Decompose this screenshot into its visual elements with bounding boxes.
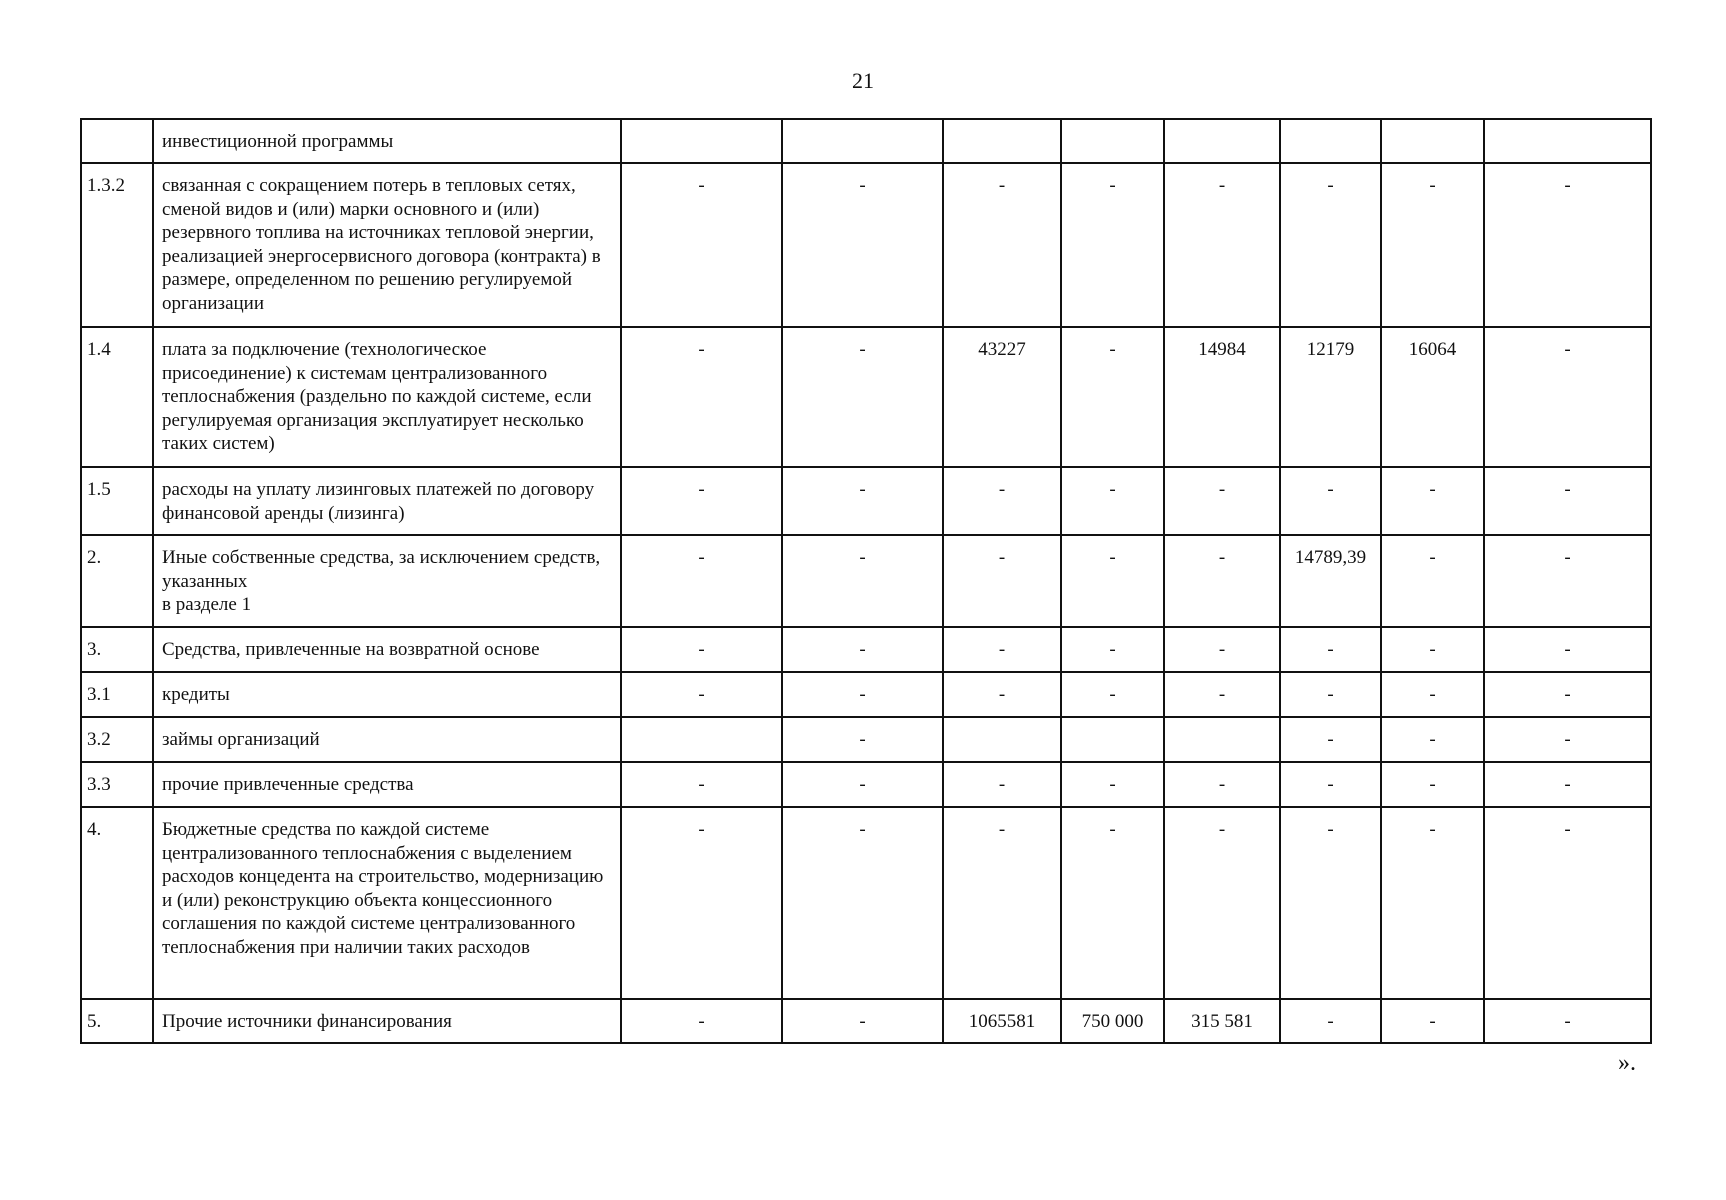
value-cell-3: - — [943, 163, 1061, 327]
row-number-cell: 1.5 — [81, 467, 153, 535]
value-cell-8: - — [1484, 672, 1651, 717]
row-name-cell: Иные собственные средства, за исключением средств, указанных в разделе 1 — [153, 535, 621, 627]
value-cell-2: - — [782, 717, 943, 762]
value-cell-1: - — [621, 467, 782, 535]
row-number-cell: 1.4 — [81, 327, 153, 467]
value-cell-3: - — [943, 627, 1061, 672]
value-cell-2: - — [782, 627, 943, 672]
value-cell-6: - — [1280, 762, 1381, 807]
value-cell-5 — [1164, 717, 1280, 762]
value-cell-1: - — [621, 327, 782, 467]
row-name-cell: Бюджетные средства по каждой системе централизованного теплоснабжения с выделением расходов концедента на строительство, модернизацию и (или) реконструкцию объекта концессионного соглашения по каждой системе централизованного теплоснабжения при наличии таких расходов — [153, 807, 621, 999]
value-cell-6: - — [1280, 672, 1381, 717]
value-cell-6: - — [1280, 467, 1381, 535]
value-cell-7: - — [1381, 163, 1484, 327]
value-cell-5: - — [1164, 807, 1280, 999]
value-cell-3: - — [943, 762, 1061, 807]
value-cell-5: - — [1164, 672, 1280, 717]
value-cell-6: - — [1280, 627, 1381, 672]
row-name-cell: Средства, привлеченные на возвратной основе — [153, 627, 621, 672]
table-row — [81, 163, 1651, 327]
value-cell-5: - — [1164, 627, 1280, 672]
row-number-cell — [81, 119, 153, 163]
value-cell-7: - — [1381, 627, 1484, 672]
value-cell-7: - — [1381, 535, 1484, 627]
value-cell-2: - — [782, 535, 943, 627]
value-cell-2: - — [782, 163, 943, 327]
value-cell-8: - — [1484, 467, 1651, 535]
value-cell-4: - — [1061, 327, 1164, 467]
row-name-cell: инвестиционной программы — [153, 119, 621, 163]
value-cell-1: - — [621, 999, 782, 1043]
row-number-cell: 2. — [81, 535, 153, 627]
value-cell-3 — [943, 119, 1061, 163]
value-cell-2: - — [782, 807, 943, 999]
table-row — [81, 717, 1651, 762]
value-cell-6: - — [1280, 999, 1381, 1043]
value-cell-4: - — [1061, 627, 1164, 672]
value-cell-5: - — [1164, 762, 1280, 807]
value-cell-5: - — [1164, 467, 1280, 535]
value-cell-6: 12179 — [1280, 327, 1381, 467]
table-row — [81, 762, 1651, 807]
value-cell-1: - — [621, 535, 782, 627]
row-name-cell: связанная с сокращением потерь в тепловых сетях, сменой видов и (или) марки основного и (или) резервного топлива на источниках тепловой энергии, реализацией энергосервисного договора (контракта) в размере, определенном по решению регулируемой организации — [153, 163, 621, 327]
value-cell-7: - — [1381, 717, 1484, 762]
value-cell-4 — [1061, 119, 1164, 163]
row-number-cell: 3.3 — [81, 762, 153, 807]
value-cell-4: - — [1061, 163, 1164, 327]
table-body — [81, 119, 1651, 1043]
value-cell-5: - — [1164, 535, 1280, 627]
row-name-cell: займы организаций — [153, 717, 621, 762]
value-cell-1 — [621, 119, 782, 163]
value-cell-3: 1065581 — [943, 999, 1061, 1043]
row-number-cell: 4. — [81, 807, 153, 999]
value-cell-5 — [1164, 119, 1280, 163]
value-cell-6: - — [1280, 717, 1381, 762]
row-name-cell: прочие привлеченные средства — [153, 762, 621, 807]
table-row — [81, 672, 1651, 717]
value-cell-1 — [621, 717, 782, 762]
row-name-cell: Прочие источники финансирования — [153, 999, 621, 1043]
value-cell-7: - — [1381, 807, 1484, 999]
table-row — [81, 999, 1651, 1043]
value-cell-2: - — [782, 762, 943, 807]
value-cell-2 — [782, 119, 943, 163]
value-cell-7: - — [1381, 672, 1484, 717]
row-name-cell: плата за подключение (технологическое присоединение) к системам централизованного теплоснабжения (раздельно по каждой системе, если регулируемая организация эксплуатирует несколько таких систем) — [153, 327, 621, 467]
page-number: 21 — [852, 68, 874, 93]
value-cell-6 — [1280, 119, 1381, 163]
value-cell-3: - — [943, 467, 1061, 535]
value-cell-4: - — [1061, 807, 1164, 999]
value-cell-4 — [1061, 717, 1164, 762]
closing-quote-mark: ». — [1618, 1050, 1636, 1076]
table-row — [81, 535, 1651, 627]
value-cell-8: - — [1484, 762, 1651, 807]
value-cell-8: - — [1484, 327, 1651, 467]
table-row — [81, 327, 1651, 467]
value-cell-4: - — [1061, 762, 1164, 807]
value-cell-6: - — [1280, 163, 1381, 327]
value-cell-3: 43227 — [943, 327, 1061, 467]
value-cell-6: 14789,39 — [1280, 535, 1381, 627]
value-cell-1: - — [621, 163, 782, 327]
value-cell-8: - — [1484, 627, 1651, 672]
value-cell-7: - — [1381, 762, 1484, 807]
value-cell-7: - — [1381, 999, 1484, 1043]
value-cell-2: - — [782, 999, 943, 1043]
value-cell-5: - — [1164, 163, 1280, 327]
value-cell-4: - — [1061, 672, 1164, 717]
value-cell-7: 16064 — [1381, 327, 1484, 467]
value-cell-5: 14984 — [1164, 327, 1280, 467]
value-cell-8 — [1484, 119, 1651, 163]
row-name-cell: кредиты — [153, 672, 621, 717]
value-cell-1: - — [621, 807, 782, 999]
value-cell-3: - — [943, 672, 1061, 717]
value-cell-7: - — [1381, 467, 1484, 535]
value-cell-3 — [943, 717, 1061, 762]
value-cell-8: - — [1484, 163, 1651, 327]
value-cell-2: - — [782, 327, 943, 467]
value-cell-1: - — [621, 627, 782, 672]
value-cell-8: - — [1484, 807, 1651, 999]
value-cell-1: - — [621, 762, 782, 807]
value-cell-4: 750 000 — [1061, 999, 1164, 1043]
value-cell-8: - — [1484, 717, 1651, 762]
table-row — [81, 807, 1651, 999]
value-cell-1: - — [621, 672, 782, 717]
value-cell-4: - — [1061, 467, 1164, 535]
value-cell-8: - — [1484, 535, 1651, 627]
row-number-cell: 5. — [81, 999, 153, 1043]
table-row — [81, 627, 1651, 672]
row-number-cell: 3.2 — [81, 717, 153, 762]
value-cell-2: - — [782, 672, 943, 717]
value-cell-3: - — [943, 807, 1061, 999]
row-number-cell: 1.3.2 — [81, 163, 153, 327]
value-cell-3: - — [943, 535, 1061, 627]
value-cell-4: - — [1061, 535, 1164, 627]
value-cell-7 — [1381, 119, 1484, 163]
value-cell-6: - — [1280, 807, 1381, 999]
table-row — [81, 467, 1651, 535]
table-row — [81, 119, 1651, 163]
value-cell-2: - — [782, 467, 943, 535]
row-number-cell: 3.1 — [81, 672, 153, 717]
value-cell-8: - — [1484, 999, 1651, 1043]
row-number-cell: 3. — [81, 627, 153, 672]
row-name-cell: расходы на уплату лизинговых платежей по договору финансовой аренды (лизинга) — [153, 467, 621, 535]
financing-table — [80, 118, 1652, 1044]
value-cell-5: 315 581 — [1164, 999, 1280, 1043]
